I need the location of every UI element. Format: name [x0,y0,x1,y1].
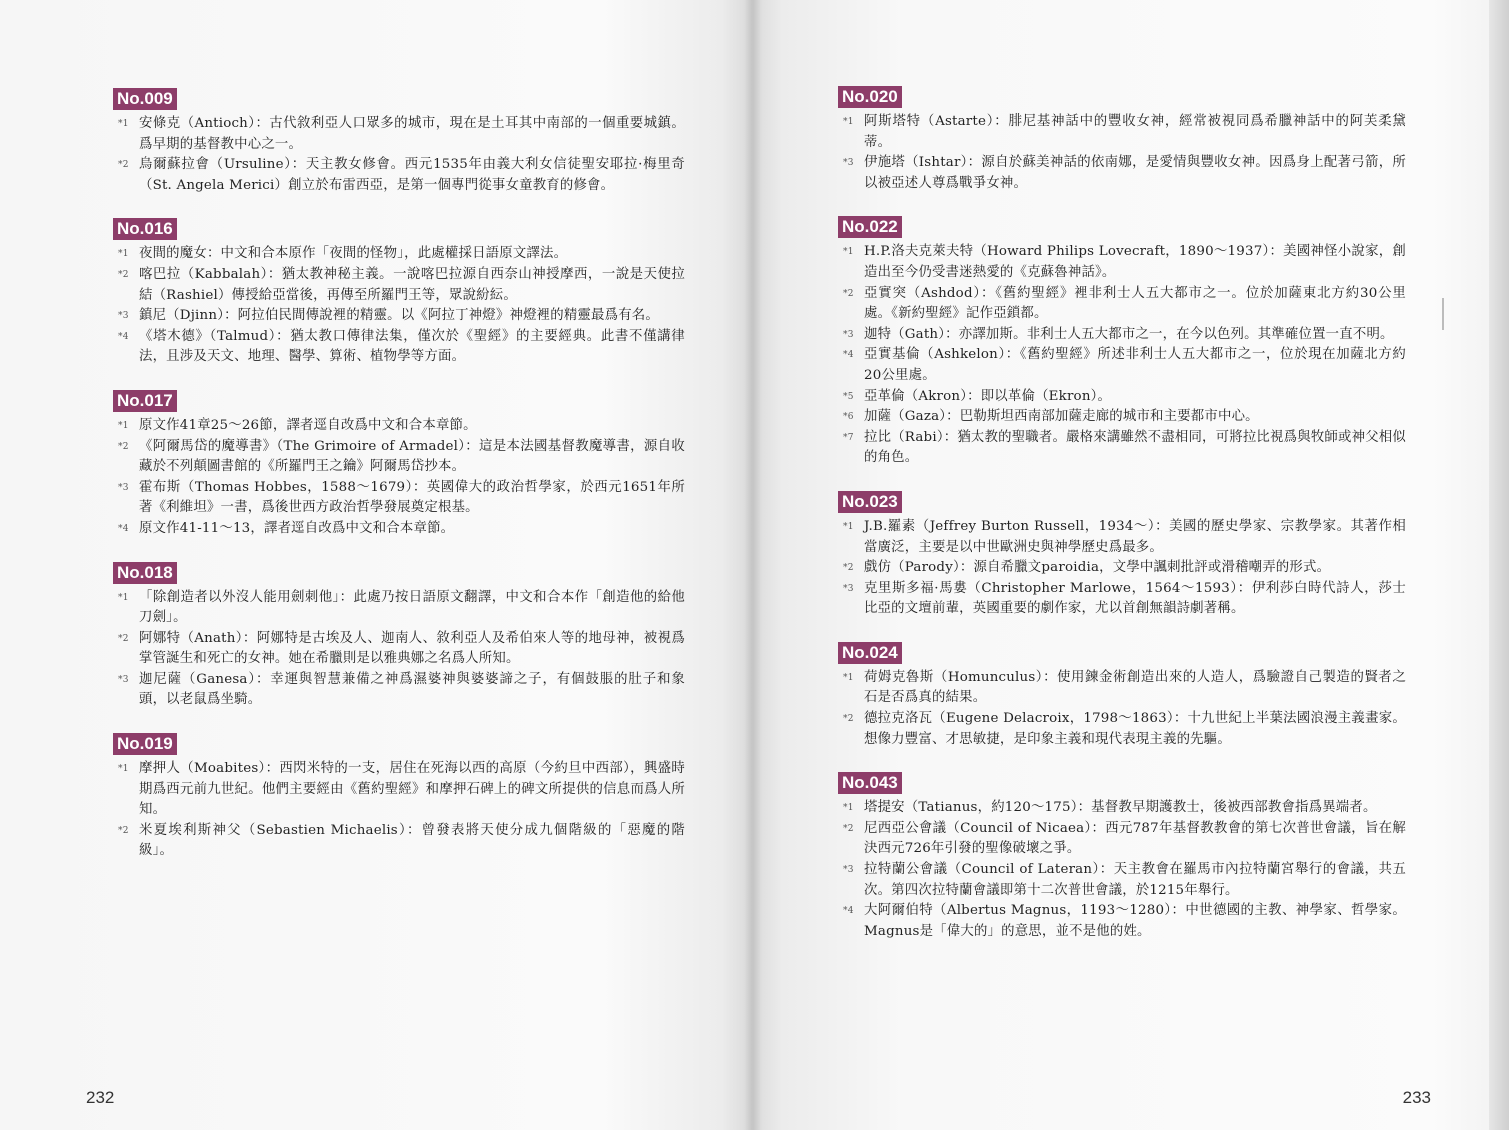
footnote-marker: *2 [118,633,129,644]
footnote-text: 原文作41-11～13，譯者逕自改爲中文和合本章節。 [139,520,455,536]
footnote [838,709,1406,750]
section-tag: No.023 [838,491,902,513]
footnote-section [838,216,1406,469]
footnote [838,901,1406,942]
section-tag: No.043 [838,772,902,794]
footnote-marker: *2 [843,714,854,725]
page-number: 233 [1402,1088,1431,1107]
footnote-marker: *1 [118,249,129,260]
left-page [0,0,752,1130]
footnote [113,437,685,478]
right-page [752,0,1509,1130]
footnote-text: 原文作41章25～26節，譯者逕自改爲中文和合本章節。 [139,417,477,433]
footnote [113,478,685,519]
footnote-text: 鎮尼（Djinn）：阿拉伯民間傳說裡的精靈。以《阿拉丁神燈》神燈裡的精靈最爲有名。 [139,308,659,324]
footnote-marker: *4 [843,906,854,917]
footnote [113,306,685,327]
footnote-text: J.B.羅素（Jeffrey Burton Russell，1934～）：美國的歷史學家、宗教學家。其著作相當廣泛，主要是以中世歐洲史與神學歷史爲最多。 [864,518,1406,555]
footnote [838,428,1406,469]
footnote-marker: *1 [118,119,129,129]
footnote [838,579,1406,620]
footnote-text: 烏爾蘇拉會（Ursuline）：天主教女修會。西元1535年由義大利女信徒聖安耶拉·梅里奇（St. Angela Merici）創立於布雷西亞，是第一個專門從事女童教育的修會。 [139,157,685,193]
footnote [113,244,685,265]
footnote-marker: *2 [118,269,129,280]
section-tag: No.018 [113,562,177,584]
footnote-text: 大阿爾伯特（Albertus Magnus，1193～1280）：中世德國的主教、神學家、哲學家。Magnus是「偉大的」的意思，並不是他的姓。 [864,903,1406,939]
footnote [838,517,1406,558]
footnote [113,670,685,711]
footnote-section [838,491,1406,620]
page-number: 232 [86,1088,115,1107]
footnote-marker: *1 [118,592,129,603]
footnote-marker: *4 [843,350,854,361]
footnote [838,407,1406,428]
footnote-marker: *2 [843,563,854,574]
footnote-text: 克里斯多福·馬婁（Christopher Marlowe，1564～1593）：伊利莎白時代詩人，莎士比亞的文壇前輩，英國重要的劇作家，尤以首創無韻詩劇著稱。 [864,580,1406,617]
footnote-text: 霍布斯（Thomas Hobbes，1588～1679）：英國偉大的政治哲學家，於西元1651年所著《利維坦》一書，爲後世西方政治哲學發展奠定根基。 [139,479,685,516]
footnote-text: 夜間的魔女：中文和合本原作「夜間的怪物」，此處權採日語原文譯法。 [139,246,568,262]
footnote-marker: *3 [118,482,129,493]
footnote [838,112,1406,153]
footnote-text: 《阿爾馬岱的魔導書》（The Grimoire of Armadel）：這是本法國基督教魔導書，源自收藏於不列顛圖書館的《所羅門王之鑰》阿爾馬岱抄本。 [139,438,685,475]
footnote-text: 荷姆克魯斯（Homunculus）：使用鍊金術創造出來的人造人，爲驗證自己製造的賢者之石是否爲真的結果。 [864,669,1406,706]
footnote-marker: *2 [843,288,854,299]
footnote-marker: *3 [118,674,129,685]
footnote [838,387,1406,408]
margin-mark [1442,298,1444,330]
footnote-text: 阿斯塔特（Astarte）：腓尼基神話中的豐收女神，經常被視同爲希臘神話中的阿芙柔黛蒂。 [864,114,1406,150]
footnote-marker: *3 [843,865,854,876]
footnote-marker: *6 [843,412,854,423]
book-gutter [744,0,762,1130]
footnote [838,558,1406,579]
footnote-text: H.P.洛夫克萊夫特（Howard Philips Lovecraft，1890～1937）：美國神怪小說家，創造出至今仍受書迷熱愛的《克蘇魯神話》。 [864,244,1406,280]
footnote-text: 米夏埃利斯神父（Sebastien Michaelis）：曾發表將天使分成九個階級的「惡魔的階級」。 [139,822,685,859]
footnote-marker: *1 [843,247,854,258]
footnote-section [113,390,685,540]
section-tag: No.022 [838,216,902,238]
footnote-text: 摩押人（Moabites）：西閃米特的一支，居住在死海以西的高原（今約旦中西部），興盛時期爲西元前九世紀。他們主要經由《舊約聖經》和摩押石碑上的碑文所提供的信息而爲人所知。 [139,761,685,818]
footnote-marker: *1 [843,672,854,683]
footnote-text: 拉特蘭公會議（Council of Lateran）：天主教會在羅馬市內拉特蘭宮舉行的會議，共五次。第四次拉特蘭會議即第十二次普世會議，於1215年舉行。 [864,862,1406,898]
footnote [838,819,1406,860]
footnote-section [838,642,1406,750]
section-tag: No.024 [838,642,902,664]
footnote-text: 亞革倫（Akron）：即以革倫（Ekron）。 [864,388,1112,404]
footnote-text: 塔提安（Tatianus，約120～175）：基督教早期護教士，後被西部教會指爲異端者。 [864,800,1377,816]
footnote-marker: *2 [843,823,854,834]
footnote-marker: *4 [118,331,129,342]
footnote-text: 亞實突（Ashdod）：《舊約聖經》裡非利士人五大都市之一。位於加薩東北方約30公里處。《新約聖經》記作亞鎖都。 [864,285,1406,322]
section-tag: No.017 [113,390,177,412]
footnote-marker: *1 [843,117,854,127]
footnote-marker: *1 [843,521,854,532]
footnote [113,588,685,629]
footnote-marker: *4 [118,523,129,534]
footnote-section [838,772,1406,942]
footnote [838,668,1406,709]
footnote-marker: *2 [118,160,129,171]
footnote-section [838,86,1406,194]
footnote [838,153,1406,194]
footnote-text: 迦尼薩（Ganesa）：幸運與智慧兼備之神爲濕婆神與婆婆諦之子，有個鼓脹的肚子和象頭，以老鼠爲坐騎。 [139,671,685,708]
footnote [113,265,685,306]
footnote-text: 迦特（Gath）：亦譯加斯。非利士人五大都市之一，在今以色列。其準確位置一直不明。 [864,326,1394,342]
footnote-text: 加薩（Gaza）：巴勒斯坦西南部加薩走廊的城市和主要都市中心。 [864,409,1259,425]
footnote [838,345,1406,386]
footnote [838,325,1406,346]
section-tag: No.020 [838,86,902,108]
footnote-marker: *3 [843,583,854,594]
footnote-text: 德拉克洛瓦（Eugene Delacroix，1798～1863）：十九世紀上半葉法國浪漫主義畫家。想像力豐富、才思敏捷，是印象主義和現代表現主義的先驅。 [864,711,1406,747]
footnote-marker: *2 [118,825,129,836]
footnote [113,629,685,670]
section-tag: No.019 [113,733,177,755]
footnote [838,242,1406,283]
footnote-marker: *3 [118,311,129,322]
footnote-marker: *2 [118,441,129,452]
footnote-text: 伊施塔（Ishtar）：源自於蘇美神話的依南娜，是愛情與豐收女神。因爲身上配著弓箭，所以被亞述人尊爲戰爭女神。 [864,155,1406,191]
footnote-text: 「除創造者以外沒人能用劍刺他」：此處乃按日語原文翻譯，中文和合本作「創造他的給他刀劍」。 [139,589,685,626]
footnote [113,759,685,821]
footnote [113,327,685,368]
footnote [113,416,685,437]
footnote-text: 《塔木德》（Talmud）：猶太教口傳律法集，僅次於《聖經》的主要經典。此書不僅講律法，且涉及天文、地理、醫學、算術、植物學等方面。 [139,328,685,365]
footnote-marker: *1 [118,764,129,775]
footnote-marker: *7 [843,432,854,443]
right-page-content [838,86,1406,964]
footnote-section [113,218,685,368]
footnote [838,284,1406,325]
footnote-marker: *3 [843,158,854,169]
footnote-marker: *1 [843,803,854,814]
footnote-section [113,562,685,712]
footnote-text: 喀巴拉（Kabbalah）：猶太教神秘主義。一說喀巴拉源自西奈山神授摩西，一說是天使拉結（Rashiel）傳授給亞當後，再傳至所羅門王等，眾說紛紜。 [139,266,685,303]
footnote-text: 亞實基倫（Ashkelon）：《舊約聖經》所述非利士人五大都市之一，位於現在加薩北方約20公里處。 [864,347,1406,383]
footnote-text: 戲仿（Parody）：源自希臘文paroidia，文學中諷刺批評或滑稽嘲弄的形式。 [864,560,1331,576]
footnote [113,821,685,862]
footnote [113,155,685,196]
footnote [838,798,1406,819]
footnote-marker: *1 [118,420,129,431]
section-tag: No.009 [113,88,177,110]
footnote [113,519,685,540]
section-tag: No.016 [113,218,177,240]
page-edge [1489,0,1509,1130]
footnote-text: 拉比（Rabi）：猶太教的聖職者。嚴格來講雖然不盡相同，可將拉比視爲與牧師或神父相似的角色。 [864,429,1406,466]
footnote [838,860,1406,901]
left-page-content [113,88,685,884]
footnote-text: 安條克（Antioch）：古代敘利亞人口眾多的城市，現在是土耳其中南部的一個重要城鎮。爲早期的基督教中心之一。 [139,116,685,152]
footnote-text: 阿娜特（Anath）：阿娜特是古埃及人、迦南人、敘利亞人及希伯來人等的地母神，被視爲掌管誕生和死亡的女神。她在希臘則是以雅典娜之名爲人所知。 [139,630,685,667]
footnote-section [113,88,685,196]
footnote-marker: *3 [843,329,854,340]
footnote-text: 尼西亞公會議（Council of Nicaea）：西元787年基督教教會的第七次普世會議，旨在解決西元726年引發的聖像破壞之爭。 [864,820,1406,857]
footnote-marker: *5 [843,391,854,402]
footnote [113,114,685,155]
footnote-section [113,733,685,862]
